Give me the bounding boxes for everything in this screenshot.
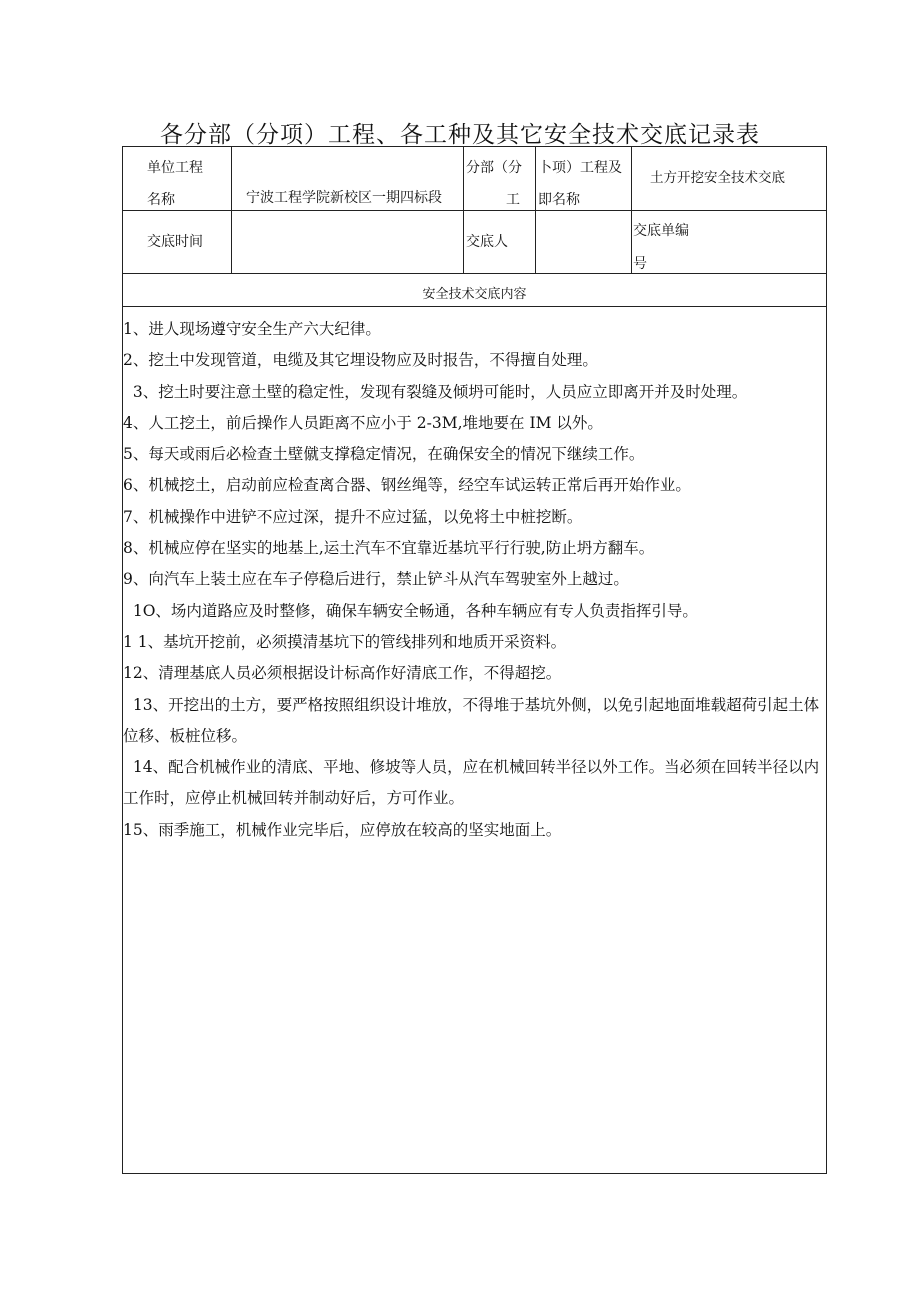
section-title: 安全技术交底内容 xyxy=(422,287,527,302)
list-item: 6、机械挖土，启动前应检查离合器、钢丝绳等，经空车试运转正常后再开始作业。 xyxy=(123,476,691,495)
list-item: 4、人工挖土，前后操作人员距离不应小于 2-3M,堆地要在 IM 以外。 xyxy=(123,413,603,432)
list-item: 3、挖土时要注意土壁的稳定性，发现有裂缝及倾坍可能时，人员应立即离开并及时处理。 xyxy=(123,382,748,401)
page-title: 各分部（分项）工程、各工种及其它安全技术交底记录表 xyxy=(160,122,760,148)
part-label-a1: 分部（分 xyxy=(466,160,522,176)
list-item: 15、雨季施工，机械作业完毕后，应停放在较高的坚实地面上。 xyxy=(123,820,562,839)
part-label-a2: 工 xyxy=(506,192,520,208)
list-item: 8、机械应停在坚实的地基上,运土汽车不宜靠近基坑平行行驶,防止坍方翻车。 xyxy=(123,539,655,558)
row-divider xyxy=(122,273,827,274)
list-item: 2、挖土中发现管道，电缆及其它埋设物应及时报告，不得擅自处理。 xyxy=(123,351,598,370)
column-divider xyxy=(463,146,464,273)
list-item: 5、每天或雨后必检查土壁僦支撑稳定情况，在确保安全的情况下继续工作。 xyxy=(123,445,645,464)
unit-value[interactable]: 宁波工程学院新校区一期四标段 xyxy=(246,190,442,206)
number-label-line2: 号 xyxy=(633,256,647,272)
list-item: 1O、场内道路应及时整修，确保车辆安全畅通，各种车辆应有专人负责指挥引导。 xyxy=(123,601,698,620)
list-item: 1 1、基坑开挖前，必须摸清基坑下的管线排列和地质开采资料。 xyxy=(123,632,567,651)
column-divider xyxy=(535,146,536,273)
column-divider xyxy=(231,146,232,273)
list-item: 1、进人现场遵守安全生产六大纪律。 xyxy=(123,320,381,338)
unit-label-line2: 名称 xyxy=(147,192,175,208)
list-item: 7、机械操作中进铲不应过深，提升不应过猛，以免将土中桩挖断。 xyxy=(123,507,583,526)
number-label-line1: 交底单编 xyxy=(633,223,689,239)
row-divider xyxy=(122,210,827,211)
list-item: 14、配合机械作业的清底、平地、修坡等人员，应在机械回转半径以外工作。当必须在回转半径以内工作时，应停止机械回转并制动好后，方可作业。 xyxy=(123,758,820,808)
safety-items-list xyxy=(123,314,825,846)
row-divider xyxy=(122,306,827,307)
part-label-b1: 卜项）工程及 xyxy=(538,160,622,176)
unit-label-line1: 单位工程 xyxy=(147,160,203,176)
part-label-b2: 即名称 xyxy=(538,192,580,208)
list-item: 9、向汽车上装土应在车子停稳后进行，禁止铲斗从汽车驾驶室外上越过。 xyxy=(123,570,629,589)
part-value[interactable]: 土方开挖安全技术交底 xyxy=(650,170,785,186)
column-divider xyxy=(631,146,632,273)
time-label: 交底时间 xyxy=(147,234,203,250)
list-item: 13、开挖出的土方，要严格按照组织设计堆放，不得堆于基坑外侧，以免引起地面堆载超荷引起土体位移、板桩位移。 xyxy=(123,695,820,745)
list-item: 12、清理基底人员必须根据设计标高作好清底工作，不得超挖。 xyxy=(123,664,562,683)
person-label: 交底人 xyxy=(466,234,508,250)
